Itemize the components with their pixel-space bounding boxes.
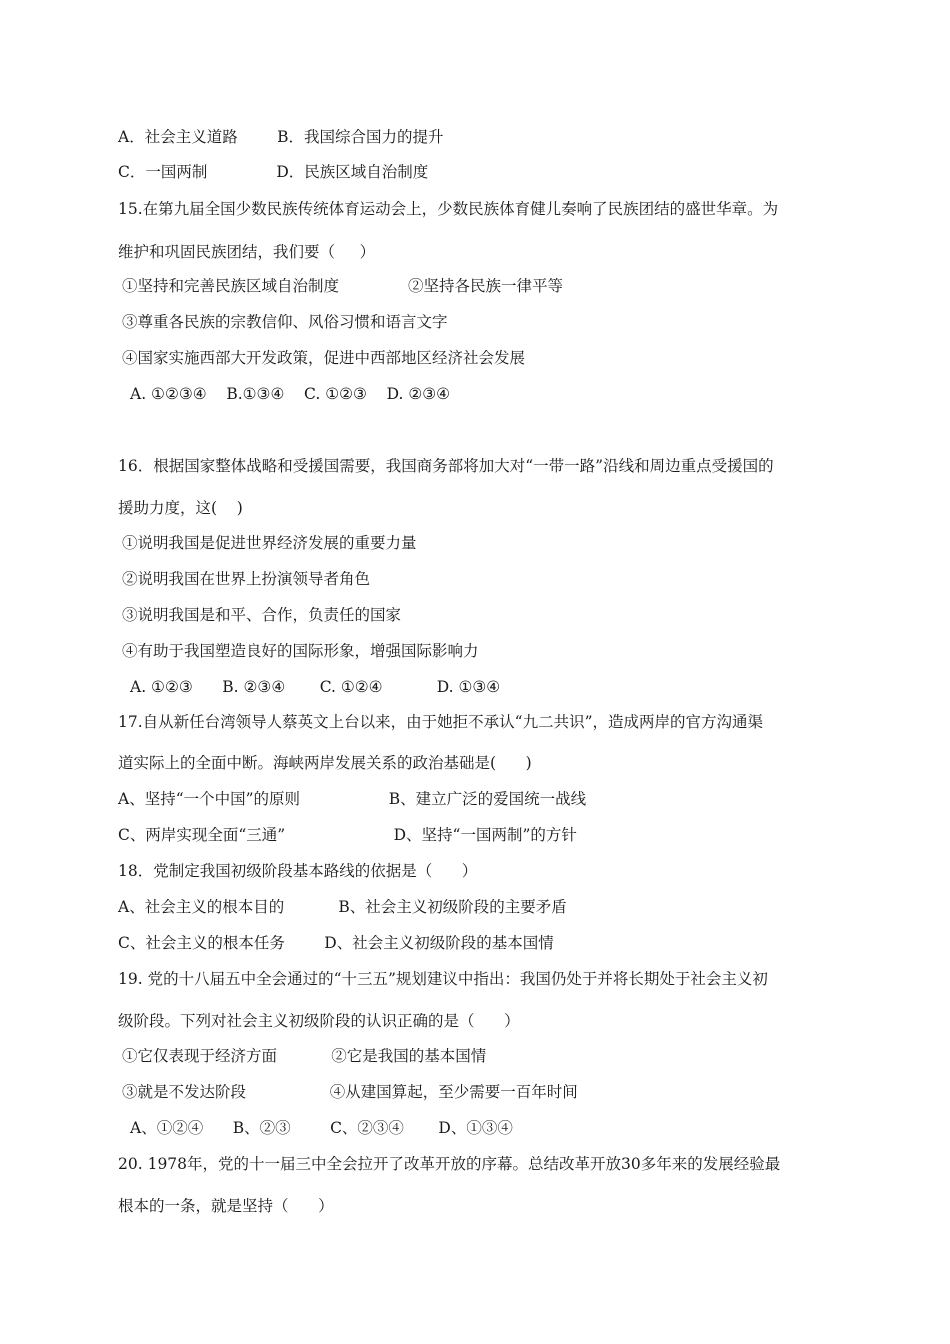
q16-statement-4: ④有助于我国塑造良好的国际形象，增强国际影响力 <box>122 642 479 660</box>
q18-options-row-1: A、社会主义的根本目的 B、社会主义初级阶段的主要矛盾 <box>118 898 567 916</box>
q17-options-row-1: A、坚持“一个中国”的原则 B、建立广泛的爱国统一战线 <box>118 790 587 808</box>
q15-stem-line-2: 维护和巩固民族团结，我们要（ ） <box>118 243 376 261</box>
q19-statement-1-2: ①它仅表现于经济方面 ②它是我国的基本国情 <box>122 1047 487 1065</box>
q16-statement-1: ①说明我国是促进世界经济发展的重要力量 <box>122 534 417 552</box>
q14-options-row-2: C．一国两制 D．民族区域自治制度 <box>118 163 429 181</box>
q16-statement-3: ③说明我国是和平、合作，负责任的国家 <box>122 606 402 624</box>
q17-stem-line-1: 17.自从新任台湾领导人蔡英文上台以来，由于她拒不承认“九二共识”，造成两岸的官方沟通渠 <box>118 713 764 731</box>
q20-stem-line-1: 20. 1978年，党的十一届三中全会拉开了改革开放的序幕。总结改革开放30多年来的发展经验最 <box>118 1155 781 1173</box>
q16-choices: A. ①②③ B. ②③④ C. ①②④ D. ①③④ <box>130 678 501 696</box>
q15-statement-4: ④国家实施西部大开发政策，促进中西部地区经济社会发展 <box>122 349 526 367</box>
q18-options-row-2: C、社会主义的根本任务 D、社会主义初级阶段的基本国情 <box>118 934 554 952</box>
q17-stem-line-2: 道实际上的全面中断。海峡两岸发展关系的政治基础是( ) <box>118 754 532 772</box>
q16-statement-2: ②说明我国在世界上扮演领导者角色 <box>122 570 371 588</box>
q19-statement-3-4: ③就是不发达阶段 ④从建国算起，至少需要一百年时间 <box>122 1083 578 1101</box>
q16-stem-line-2: 援助力度，这( ) <box>118 499 243 517</box>
q19-stem-line-1: 19. 党的十八届五中全会通过的“十三五”规划建议中指出：我国仍处于并将长期处于社会主义初 <box>118 970 768 988</box>
q17-options-row-2: C、两岸实现全面“三通” D、坚持“一国两制”的方针 <box>118 826 577 844</box>
q14-options-row-1: A．社会主义道路 B．我国综合国力的提升 <box>118 128 444 146</box>
q15-statement-1-2: ①坚持和完善民族区域自治制度 ②坚持各民族一律平等 <box>122 277 563 295</box>
q19-stem-line-2: 级阶段。下列对社会主义初级阶段的认识正确的是（ ） <box>118 1012 520 1030</box>
q16-stem-line-1: 16．根据国家整体战略和受援国需要，我国商务部将加大对“一带一路”沿线和周边重点受援国的 <box>118 457 774 475</box>
q15-stem-line-1: 15.在第九届全国少数民族传统体育运动会上，少数民族体育健儿奏响了民族团结的盛世华章。为 <box>118 200 779 218</box>
q18-stem: 18．党制定我国初级阶段基本路线的依据是（ ） <box>118 862 478 880</box>
q19-choices: A、①②④ B、②③ C、②③④ D、①③④ <box>130 1119 513 1137</box>
q20-stem-line-2: 根本的一条，就是坚持（ ） <box>118 1197 334 1215</box>
q15-statement-3: ③尊重各民族的宗教信仰、风俗习惯和语言文字 <box>122 313 448 331</box>
q15-choices: A. ①②③④ B.①③④ C. ①②③ D. ②③④ <box>130 385 451 403</box>
